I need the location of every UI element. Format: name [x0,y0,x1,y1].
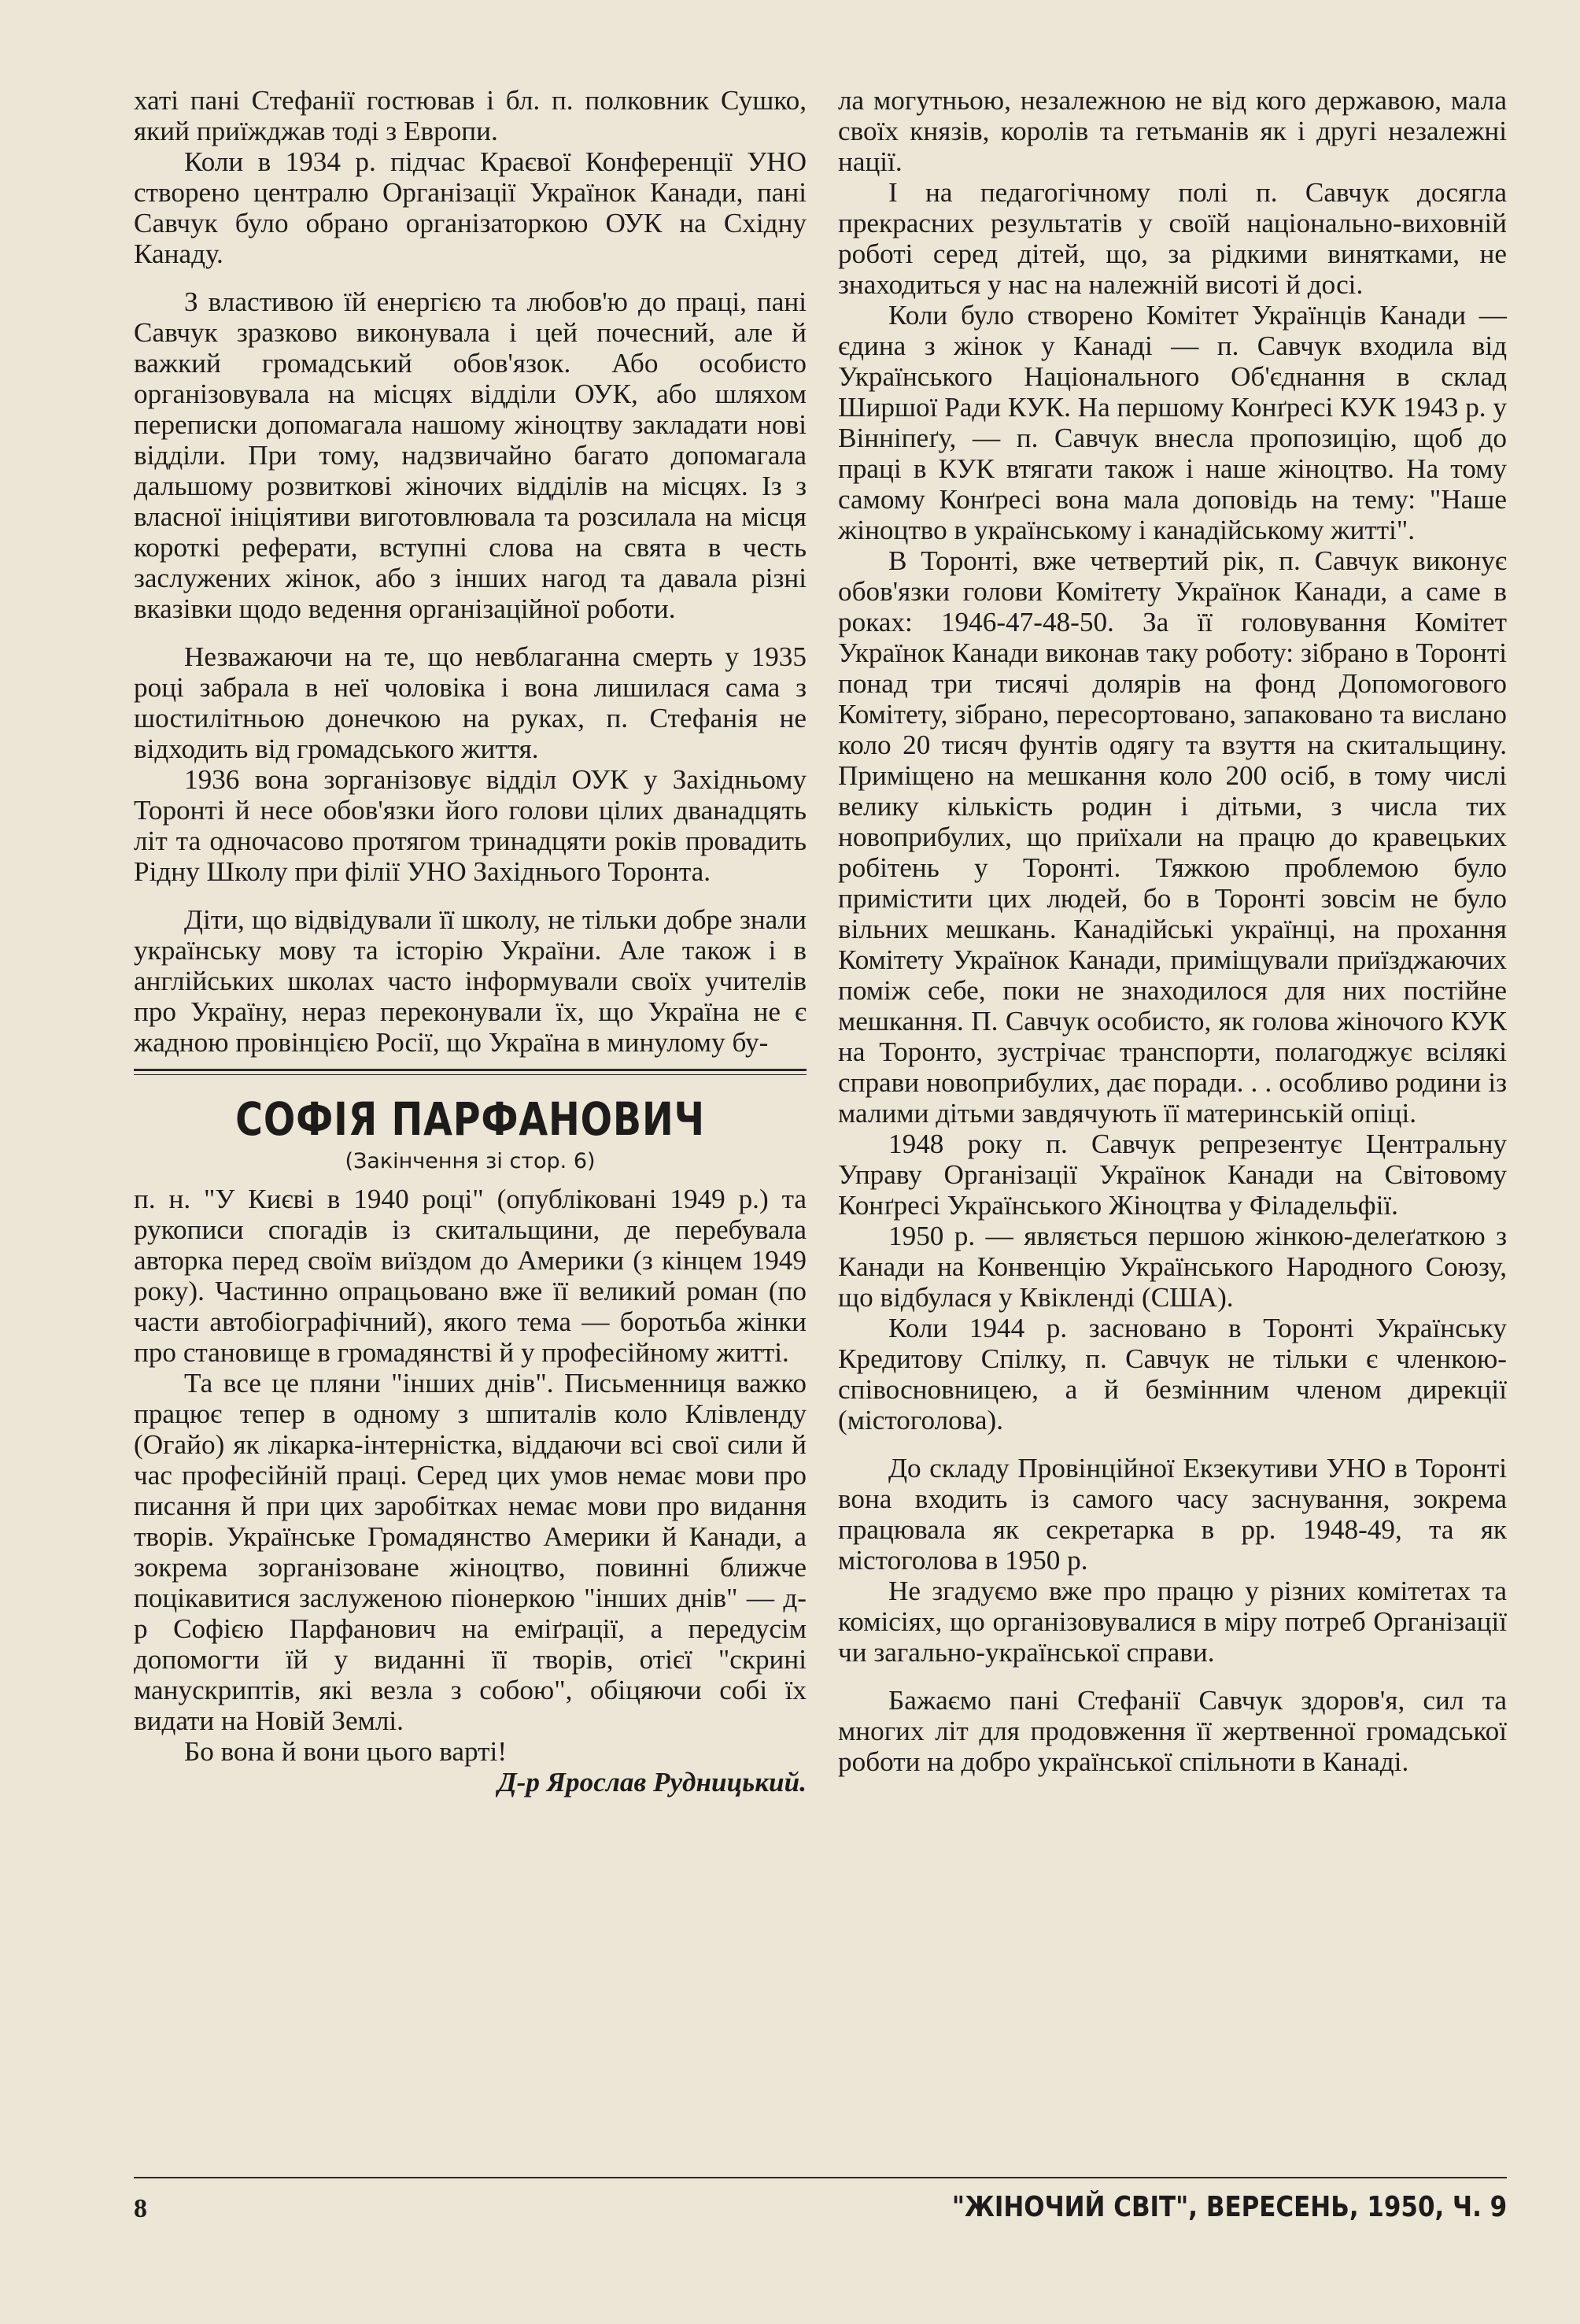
left-paragraph-2: Коли в 1934 р. підчас Краєвої Конференції УНО створено централю Організації Українок Канади, пані Савчук було обрано організаторкою ОУК на Східну Канаду. [134,146,807,269]
left-paragraph-3: З властивою їй енергією та любов'ю до праці, пані Савчук зразково виконувала і цей почесний, але й важкий громадський обов'язок. Або особисто організовувала на місцях відділи ОУК, або шляхом переписки допомагала нашому жіноцтву закладати нові відділи. При тому, надзвичайно багато допомагала дальшому розвиткові жіночих відділів на місцях. Із з власної ініціятиви виготовлювала та розсилала на місця короткі реферати, вступні слова на свята в честь заслужених жінок, або з інших нагод та давала різні вказівки щодо ведення організаційної роботи. [134,286,807,624]
right-paragraph-5: 1948 року п. Савчук репрезентує Центральну Управу Організації Українок Канади на Світовому Конґресі Українського Жіноцтва у Філадельфії. [838,1129,1507,1221]
footer-rule [134,2177,1507,2178]
right-paragraph-10: Бажаємо пані Стефанії Савчук здоров'я, сил та многих літ для продовження її жертвенної громадської роботи на добро української спільноти в Канаді. [838,1685,1507,1777]
article-subtitle: (Закінчення зі стор. 6) [345,1149,596,1173]
left-paragraph-6: Діти, що відвідували її школу, не тільки добре знали українську мову та історію України. Але також і в англійських школах часто інформували своїх учителів про Україну, нераз переконували їх, що Україна не є жадною провінцією Росії, що Україна в минулому бу- [134,904,807,1058]
left-column [134,85,807,1797]
right-paragraph-4: В Торонті, вже четвертий рік, п. Савчук виконує обов'язки голови Комітету Українок Канади, а саме в роках: 1946-47-48-50. За її головування Комітет Українок Канади виконав таку роботу: зібрано в Торонті понад три тисячі долярів на фонд Допомогового Комітету, зібрано, пересортовано, запаковано та вислано коло 20 тисяч фунтів одягу та взуття на скитальщину. Приміщено на мешкання коло 200 осіб, в тому числі велику кількість родин і дітьми, з числа тих новоприбулих, що приїхали на працю до кравецьких робітень у Торонті. Тяжкою проблемою було примістити цих людей, бо в Торонті зовсім не було вільних мешкань. Канадійські українці, на прохання Комітету Українок Канади, приміщували приїзджаючих поміж себе, поки не знаходилося для них постійне мешкання. П. Савчук особисто, як голова жіночого КУК на Торонто, зустрічає транспорти, полагоджує всілякі справи новоприбулих, дає поради. . . особливо родини із малими дітьми завдячують її материнській опіці. [838,545,1507,1129]
right-paragraph-7: Коли 1944 р. засновано в Торонті Українську Кредитову Спілку, п. Савчук не тільки є членкою-співосновницею, а й безмінним членом дирекції (містоголова). [838,1313,1507,1435]
article-divider [134,1069,807,1075]
page-number: 8 [134,2194,147,2223]
right-paragraph-2: І на педагогічному полі п. Савчук досягла прекрасних результатів у своїй національно-виховній роботі серед дітей, що, за рідкими винятками, не знаходиться у нас на належній висоті й досі. [838,177,1507,300]
right-paragraph-6: 1950 р. — являється першою жінкою-делеґаткою з Канади на Конвенцію Українського Народного Союзу, що відбулася у Квікленді (США). [838,1221,1507,1313]
article-paragraph-3: Бо вона й вони цього варті! [184,1736,508,1767]
right-paragraph-9: Не згадуємо вже про працю у різних комітетах та комісіях, що організовувалися в міру потреб Організації чи загально-української справи. [838,1576,1507,1668]
left-paragraph-4: Незважаючи на те, що невблаганна смерть у 1935 році забрала в неї чоловіка і вона лишилася сама з шостилітньою донечкою на руках, п. Стефанія не відходить від громадського життя. [134,641,807,764]
article-paragraph-2: Та все це пляни "інших днів". Письменниця важко працює тепер в одному з шпиталів коло Клівленду (Огайо) як лікарка-інтерністка, віддаючи всі свої сили й час професійній праці. Серед цих умов немає мови про писання й при цих заробітках немає мови про видання творів. Українське Громадянство Америки й Канади, а зокрема зорганізоване жіноцтво, повинні ближче поцікавитися заслуженою піонеркою "інших днів" — д-р Софією Парфанович на еміґрації, а передусім допомогти їй у виданні її творів, отієї "скрині манускриптів, які везла з собою", обіцяючи собі їх видати на Новій Землі. [134,1368,807,1736]
right-paragraph-8: До складу Провінційної Екзекутиви УНО в Торонті вона входить із самого часу заснування, зокрема працювала як секретарка в рр. 1948-49, та як містоголова в 1950 р. [838,1453,1507,1576]
right-paragraph-1: ла могутньою, незалежною не від кого державою, мала своїх князів, королів та гетьманів як і другі незалежні нації. [838,85,1507,177]
right-column [838,85,1507,1777]
footer-masthead: "ЖІНОЧИЙ СВІТ", ВЕРЕСЕНЬ, 1950, Ч. 9 [951,2191,1507,2223]
right-paragraph-3: Коли було створено Комітет Українців Канади — єдина з жінок у Канаді — п. Савчук входила від Українського Національного Об'єднання в склад Ширшої Ради КУК. На першому Конґресі КУК 1943 р. у Вінніпеґу, — п. Савчук внесла пропозицію, щоб до праці в КУК втягати також і наше жіноцтво. На тому самому Конґресі вона мала доповідь на тему: "Наше жіноцтво в українському і канадійському житті". [838,300,1507,545]
left-paragraph-5: 1936 вона зорганізовує відділ ОУК у Західньому Торонті й несе обов'язки його голови цілих дванадцять літ та одночасово протягом тринадцяти років провадить Рідну Школу при філії УНО Західнього Торонта. [134,764,807,887]
left-paragraph-1: хаті пані Стефанії гостював і бл. п. полковник Сушко, який приїжджав тоді з Европи. [134,85,807,146]
article-paragraph-1: п. н. "У Києві в 1940 році" (опубліковані 1949 р.) та рукописи спогадів із скитальщини, де перебувала авторка перед своїм виїздом до Америки (з кінцем 1949 року). Частинно опрацьовано вже її великий роман (по части автобіографічний), якого тема — боротьба жінки про становище в громадянстві й у професійному житті. [134,1184,807,1368]
article-title: СОФІЯ ПАРФАНОВИЧ [235,1092,705,1146]
article-signature: Д-р Ярослав Рудницький. [497,1767,807,1797]
